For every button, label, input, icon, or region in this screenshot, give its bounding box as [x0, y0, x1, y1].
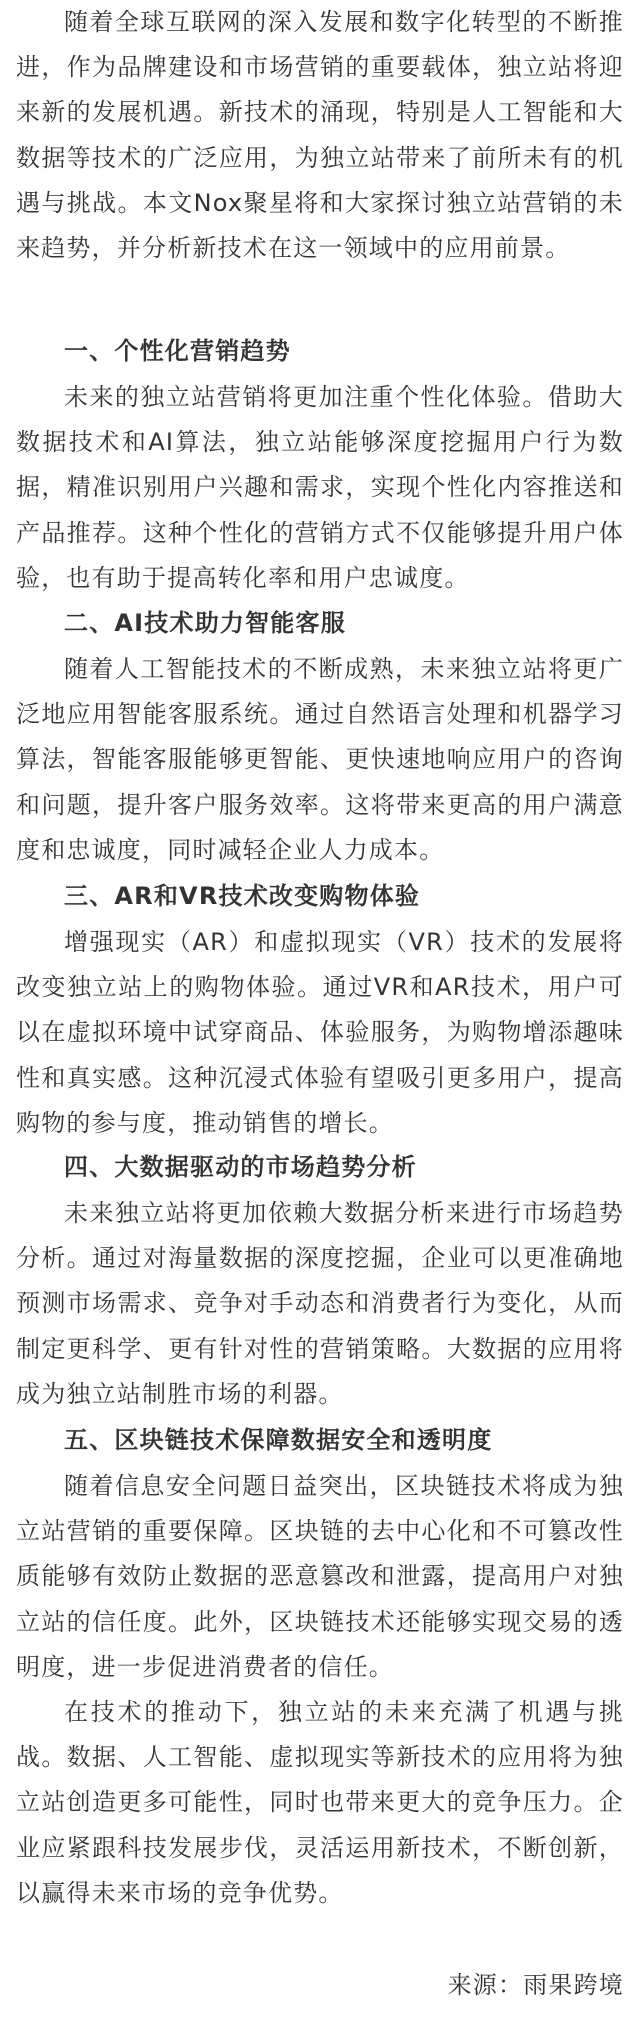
source-attribution: 来源：雨果跨境 — [447, 1971, 624, 1999]
section-paragraph-1: 未来的独立站营销将更加注重个性化体验。借助大数据技术和AI算法，独立站能够深度挖掘用户行为数据，精准识别用户兴趣和需求，实现个性化内容推送和产品推荐。这种个性化的营销方式不仅能够提升用户体验，也有助于提高转化率和用户忠诚度。 — [16, 383, 624, 592]
section-paragraph-2: 随着人工智能技术的不断成熟，未来独立站将更广泛地应用智能客服系统。通过自然语言处理和机器学习算法，智能客服能够更智能、更快速地响应用户的咨询和问题，提升客户服务效率。这将带来更高的用户满意度和忠诚度，同时减轻企业人力成本。 — [16, 655, 624, 864]
section-paragraph-3: 增强现实（AR）和虚拟现实（VR）技术的发展将改变独立站上的购物体验。通过VR和AR技术，用户可以在虚拟环境中试穿商品、体验服务，为购物增添趣味性和真实感。这种沉浸式体验有望吸引更多用户，提高购物的参与度，推动销售的增长。 — [16, 928, 624, 1137]
section-paragraph-5: 随着信息安全问题日益突出，区块链技术将成为独立站营销的重要保障。区块链的去中心化和不可篡改性质能够有效防止数据的恶意篡改和泄露，提高用户对独立站的信任度。此外，区块链技术还能够实现交易的透明度，进一步促进消费者的信任。 — [16, 1472, 624, 1681]
conclusion-paragraph: 在技术的推动下，独立站的未来充满了机遇与挑战。数据、人工智能、虚拟现实等新技术的应用将为独立站创造更多可能性，同时也带来更大的竞争压力。企业应紧跟科技发展步伐，灵活运用新技术，不断创新，以赢得未来市场的竞争优势。 — [16, 1698, 624, 1907]
section-heading-4: 四、大数据驱动的市场趋势分析 — [64, 1153, 417, 1181]
section-heading-2: 二、AI技术助力智能客服 — [64, 609, 346, 637]
section-heading-5: 五、区块链技术保障数据安全和透明度 — [64, 1426, 493, 1454]
intro-paragraph: 随着全球互联网的深入发展和数字化转型的不断推进，作为品牌建设和市场营销的重要载体，独立站将迎来新的发展机遇。新技术的涌现，特别是人工智能和大数据等技术的广泛应用，为独立站带来了前所未有的机遇与挑战。本文Nox聚星将和大家探讨独立站营销的未来趋势，并分析新技术在这一领域中的应用前景。 — [16, 8, 624, 263]
section-paragraph-4: 未来独立站将更加依赖大数据分析来进行市场趋势分析。通过对海量数据的深度挖掘，企业可以更准确地预测市场需求、竞争对手动态和消费者行为变化，从而制定更科学、更有针对性的营销策略。大数据的应用将成为独立站制胜市场的利器。 — [16, 1199, 624, 1408]
section-heading-3: 三、AR和VR技术改变购物体验 — [64, 882, 421, 910]
section-heading-1: 一、个性化营销趋势 — [64, 337, 291, 365]
